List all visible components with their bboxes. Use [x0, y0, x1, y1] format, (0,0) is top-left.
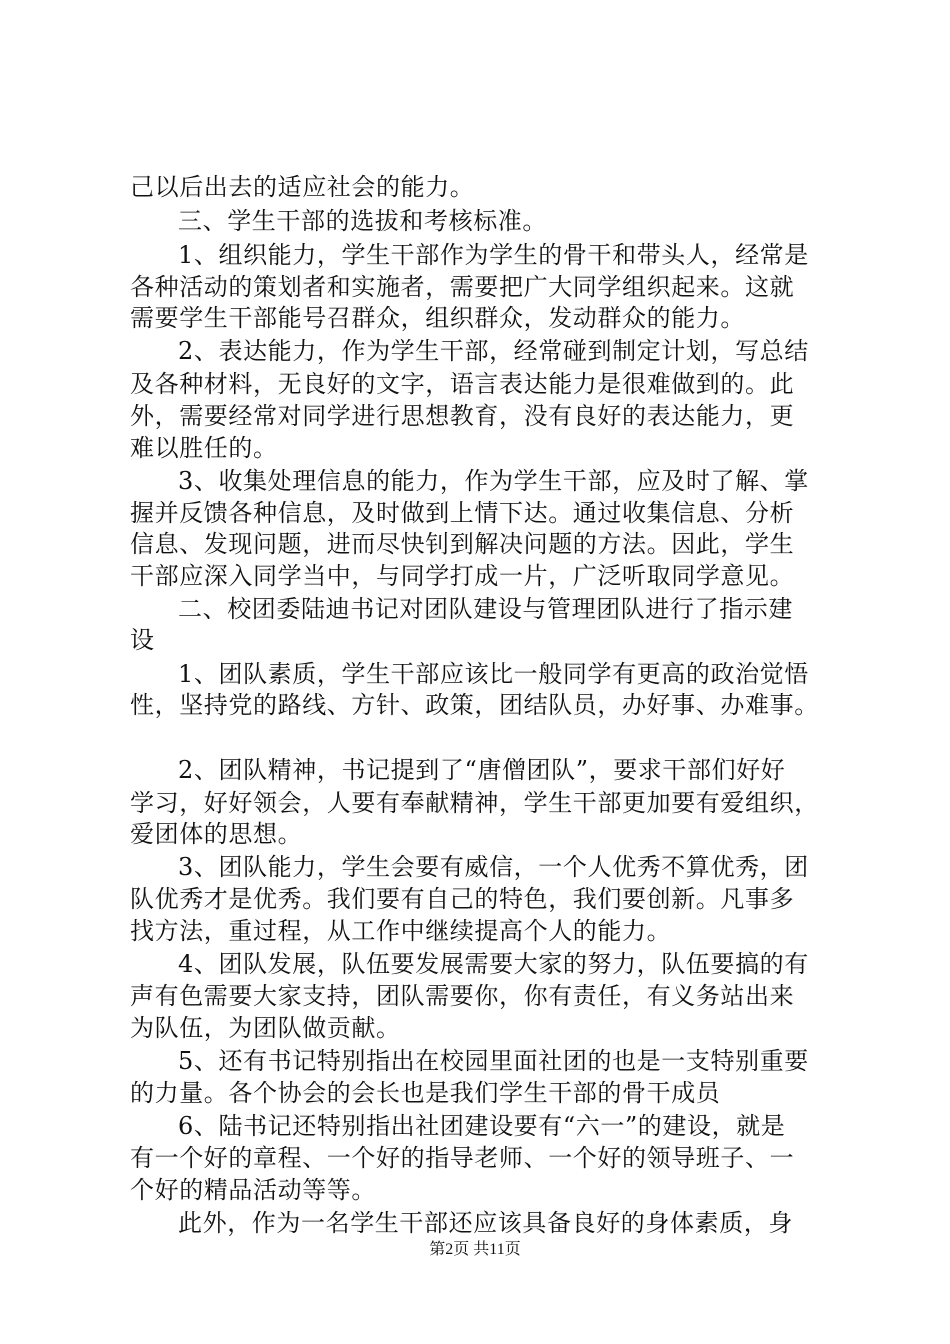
- text-line: 4、团队发展，队伍要发展需要大家的努力，队伍要搞的有: [178, 950, 809, 978]
- text-line: 干部应深入同学当中，与同学打成一片，广泛听取同学意见。: [130, 562, 795, 590]
- text-line: 需要学生干部能号召群众，组织群众，发动群众的能力。: [130, 304, 745, 332]
- text-line: 队优秀才是优秀。我们要有自己的特色，我们要创新。凡事多: [130, 885, 795, 913]
- text-line: 各种活动的策划者和实施者，需要把广大同学组织起来。这就: [130, 273, 795, 301]
- text-line: 5、还有书记特别指出在校园里面社团的也是一支特别重要: [178, 1047, 809, 1075]
- text-line: 1、团队素质，学生干部应该比一般同学有更高的政治觉悟: [178, 660, 809, 688]
- text-line: 爱团体的思想。: [130, 820, 303, 848]
- text-line: 及各种材料，无良好的文字，语言表达能力是很难做到的。此: [130, 370, 795, 398]
- text-line: 找方法，重过程，从工作中继续提高个人的能力。: [130, 917, 672, 945]
- text-line: 设: [130, 626, 155, 654]
- text-line: 学习，好好领会，人要有奉献精神，学生干部更加要有爱组织，: [130, 789, 819, 817]
- text-line: 为队伍，为团队做贡献。: [130, 1014, 401, 1042]
- text-line: 有一个好的章程、一个好的指导老师、一个好的领导班子、一: [130, 1144, 795, 1172]
- text-line: 己以后出去的适应社会的能力。: [130, 173, 475, 201]
- text-line: 2、表达能力，作为学生干部，经常碰到制定计划，写总结: [178, 337, 809, 365]
- text-line: 1、组织能力，学生干部作为学生的骨干和带头人，经常是: [178, 241, 809, 269]
- text-line: 3、团队能力，学生会要有威信，一个人优秀不算优秀，团: [178, 853, 809, 881]
- text-line: 6、陆书记还特别指出社团建设要有“六一”的建设，就是: [178, 1112, 786, 1140]
- text-line: 三、学生干部的选拔和考核标准。: [178, 207, 547, 235]
- text-line: 外，需要经常对同学进行思想教育，没有良好的表达能力，更: [130, 402, 795, 430]
- text-line: 信息、发现问题，进而尽快钊到解决问题的方法。因此，学生: [130, 530, 795, 558]
- text-line: 的力量。各个协会的会长也是我们学生干部的骨干成员: [130, 1079, 721, 1107]
- text-line: 2、团队精神，书记提到了“唐僧团队”，要求干部们好好: [178, 756, 786, 784]
- text-line: 难以胜任的。: [130, 434, 278, 462]
- text-line: 3、收集处理信息的能力，作为学生干部，应及时了解、掌: [178, 467, 809, 495]
- page-number-footer: 第2页 共11页: [429, 1241, 521, 1258]
- text-line: 性，坚持党的路线、方针、政策，团结队员，办好事、办难事。: [130, 691, 819, 719]
- text-line: 声有色需要大家支持，团队需要你，你有责任，有义务站出来: [130, 982, 795, 1010]
- text-line: 二、校团委陆迪书记对团队建设与管理团队进行了指示建: [178, 595, 793, 623]
- text-line: 个好的精品活动等等。: [130, 1176, 376, 1204]
- text-line: 握并反馈各种信息，及时做到上情下达。通过收集信息、分析: [130, 499, 795, 527]
- text-line: 此外，作为一名学生干部还应该具备良好的身体素质，身: [178, 1209, 793, 1237]
